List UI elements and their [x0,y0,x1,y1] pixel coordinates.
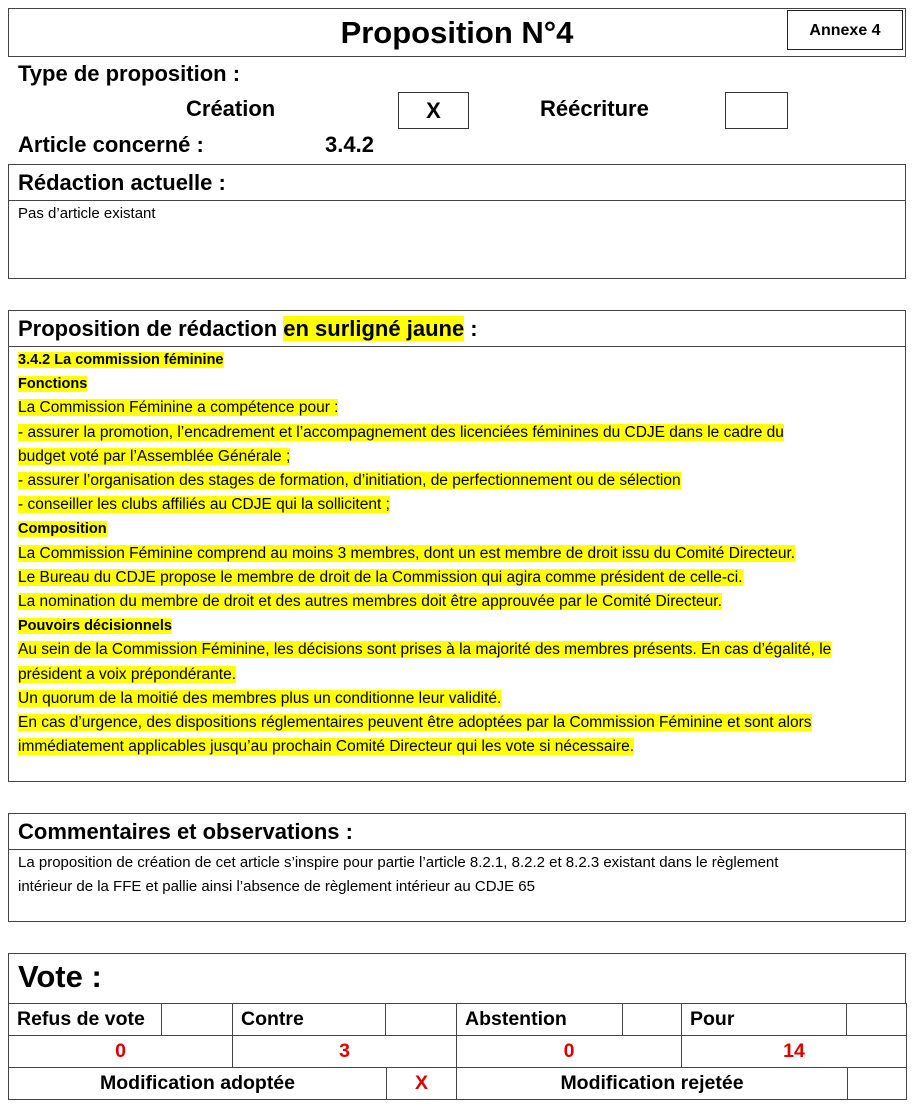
commentaires-box [8,813,906,922]
vote-heading: Vote : [8,953,906,1003]
article-label: Article concerné : [18,132,204,157]
proposition-line: Composition [18,521,107,538]
reecriture-checkbox[interactable] [725,92,788,129]
redaction-actuelle-heading: Rédaction actuelle : [9,165,905,201]
vote-section [8,953,906,1100]
proposition-box [8,310,906,782]
proposition-line: La Commission Féminine a compétence pour : [18,399,339,417]
contre-label: Contre [233,1004,386,1036]
vote-values-row [9,1036,907,1068]
abstention-label-spacer [623,1004,682,1036]
proposition-line: En cas d’urgence, des dispositions réglementaires peuvent être adoptées par la Commission Féminine et sont alors [18,714,812,732]
creation-label: Création [186,96,276,121]
proposition-line: Au sein de la Commission Féminine, les décisions sont prises à la majorité des membres présents. En cas d’égalité, le [18,641,832,659]
proposition-line: Un quorum de la moitié des membres plus un conditionne leur validité. [18,689,502,707]
header-box [8,8,906,57]
proposition-line: président a voix prépondérante. [18,665,237,683]
proposition-line: La nomination du membre de droit et des autres membres doit être approuvée par le Comité Directeur. [18,593,722,611]
commentaires-heading: Commentaires et observations : [9,814,905,850]
proposition-line: La Commission Féminine comprend au moins 3 membres, dont un est membre de droit issu du Comité Directeur. [18,544,796,562]
rejetee-label: Modification rejetée [457,1068,848,1100]
pour-label: Pour [682,1004,847,1036]
adoptee-label: Modification adoptée [9,1068,387,1100]
pour-value: 14 [682,1036,907,1068]
proposition-line: Fonctions [18,376,88,393]
refus-label: Refus de vote [9,1004,162,1036]
vote-labels-row [9,1004,907,1036]
proposition-line: budget voté par l’Assemblée Générale ; [18,447,291,465]
redaction-actuelle-box [8,164,906,279]
adoptee-checkbox[interactable]: X [387,1068,457,1100]
rejetee-checkbox[interactable] [848,1068,907,1100]
page-title: Proposition N°4 [340,15,574,50]
contre-value: 3 [233,1036,457,1068]
article-value: 3.4.2 [325,132,374,157]
commentaires-line: intérieur de la FFE et pallie ainsi l’absence de règlement intérieur au CDJE 65 [18,878,535,896]
proposition-heading-text: Proposition de rédaction [18,316,284,341]
abstention-value: 0 [457,1036,682,1068]
contre-label-spacer [386,1004,457,1036]
proposition-line: immédiatement applicables jusqu’au prochain Comité Directeur qui les vote si nécessaire. [18,738,634,756]
proposition-heading-colon: : [464,316,478,341]
redaction-actuelle-text: Pas d’article existant [18,205,156,222]
proposition-line: - assurer l’organisation des stages de formation, d’initiation, de perfectionnement ou de sélection [18,472,681,490]
proposition-line: Pouvoirs décisionnels [18,618,172,635]
proposition-line: - assurer la promotion, l’encadrement et l’accompagnement des licenciées féminines du CDJE dans le cadre du [18,423,784,441]
commentaires-line: La proposition de création de cet article s’inspire pour partie l’article 8.2.1, 8.2.2 et 8.2.3 existant dans le règlement [18,854,779,871]
decision-table [8,1067,907,1100]
proposition-heading [9,311,905,347]
proposition-line: 3.4.2 La commission féminine [18,352,224,368]
creation-checkbox[interactable]: X [398,92,469,129]
decision-row [9,1068,907,1100]
proposition-line: - conseiller les clubs affiliés au CDJE qui la sollicitent ; [18,496,390,514]
proposition-heading-highlight: en surligné jaune [283,316,465,341]
annexe-badge: Annexe 4 [787,10,903,50]
vote-table [8,1003,907,1068]
reecriture-label: Réécriture [540,96,649,121]
abstention-label: Abstention [457,1004,623,1036]
refus-value: 0 [9,1036,233,1068]
refus-label-spacer [162,1004,233,1036]
pour-label-spacer [847,1004,907,1036]
proposition-body [9,347,905,759]
commentaires-body [9,850,905,899]
proposition-line: Le Bureau du CDJE propose le membre de droit de la Commission qui agira comme président de celle-ci. [18,568,743,586]
type-label: Type de proposition : [18,61,241,86]
